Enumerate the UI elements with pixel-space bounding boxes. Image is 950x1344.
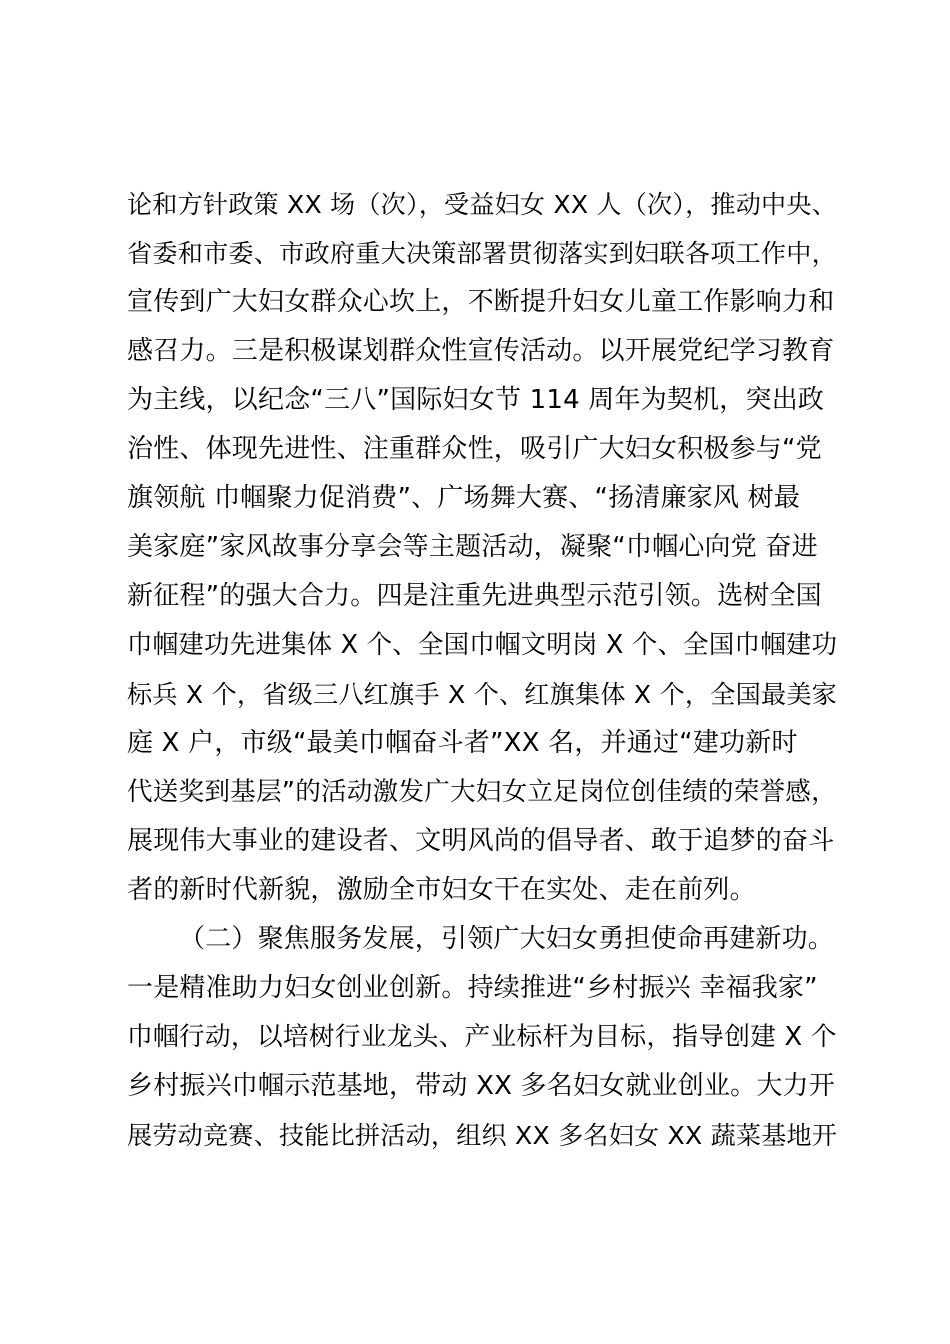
text-line-7: 旗领航 巾帼聚力促消费”、广场舞大赛、“扬清廉家风 树最 [127,483,801,513]
text-line-10: 巾帼建功先进集体 X 个、全国巾帼文明岗 X 个、全国巾帼建功 [127,630,838,660]
text-line-9: 新征程”的强大合力。四是注重先进典型示范引领。选树全国 [127,581,822,611]
text-line-8: 美家庭”家风故事分享会等主题活动，凝聚“巾帼心向党 奋进 [127,532,818,562]
text-line-19: 乡村振兴巾帼示范基地，带动 XX 多名妇女就业创业。大力开 [127,1071,835,1101]
text-line-1: 论和方针政策 XX 场（次），受益妇女 XX 人（次），推动中央、 [127,190,837,219]
text-line-6: 治性、体现先进性、注重群众性，吸引广大妇女积极参与“党 [127,434,822,464]
text-line-13: 代送奖到基层”的活动激发广大妇女立足岗位创佳绩的荣誉感， [127,777,837,807]
text-line-14: 展现伟大事业的建设者、文明风尚的倡导者、敢于追梦的奋斗 [127,826,835,856]
body-text [127,180,837,1160]
section-heading-2: （二）聚焦服务发展，引领广大妇女勇担使命再建新功。 [179,924,835,954]
text-line-2: 省委和市委、市政府重大决策部署贯彻落实到妇联各项工作中， [127,239,837,268]
text-line-11: 标兵 X 个，省级三八红旗手 X 个、红旗集体 X 个，全国最美家 [127,680,838,709]
text-line-17: 一是精准助力妇女创业创新。持续推进“乡村振兴 幸福我家” [127,973,818,1003]
text-line-4: 感召力。三是积极谋划群众性宣传活动。以开展党纪学习教育 [127,336,835,366]
text-line-18: 巾帼行动，以培树行业龙头、产业标杆为目标，指导创建 X 个 [127,1022,837,1052]
text-line-5: 为主线，以纪念“三八”国际妇女节 114 周年为契机，突出政 [127,385,825,415]
text-line-12: 庭 X 户，市级“最美巾帼奋斗者”XX 名，并通过“建功新时 [127,728,798,758]
text-line-20: 展劳动竞赛、技能比拼活动，组织 XX 多名妇女 XX 蔬菜基地开 [127,1121,838,1150]
text-line-15: 者的新时代新貌，激励全市妇女干在实处、走在前列。 [127,875,756,905]
text-line-3: 宣传到广大妇女群众心坎上，不断提升妇女儿童工作影响力和 [127,287,835,317]
